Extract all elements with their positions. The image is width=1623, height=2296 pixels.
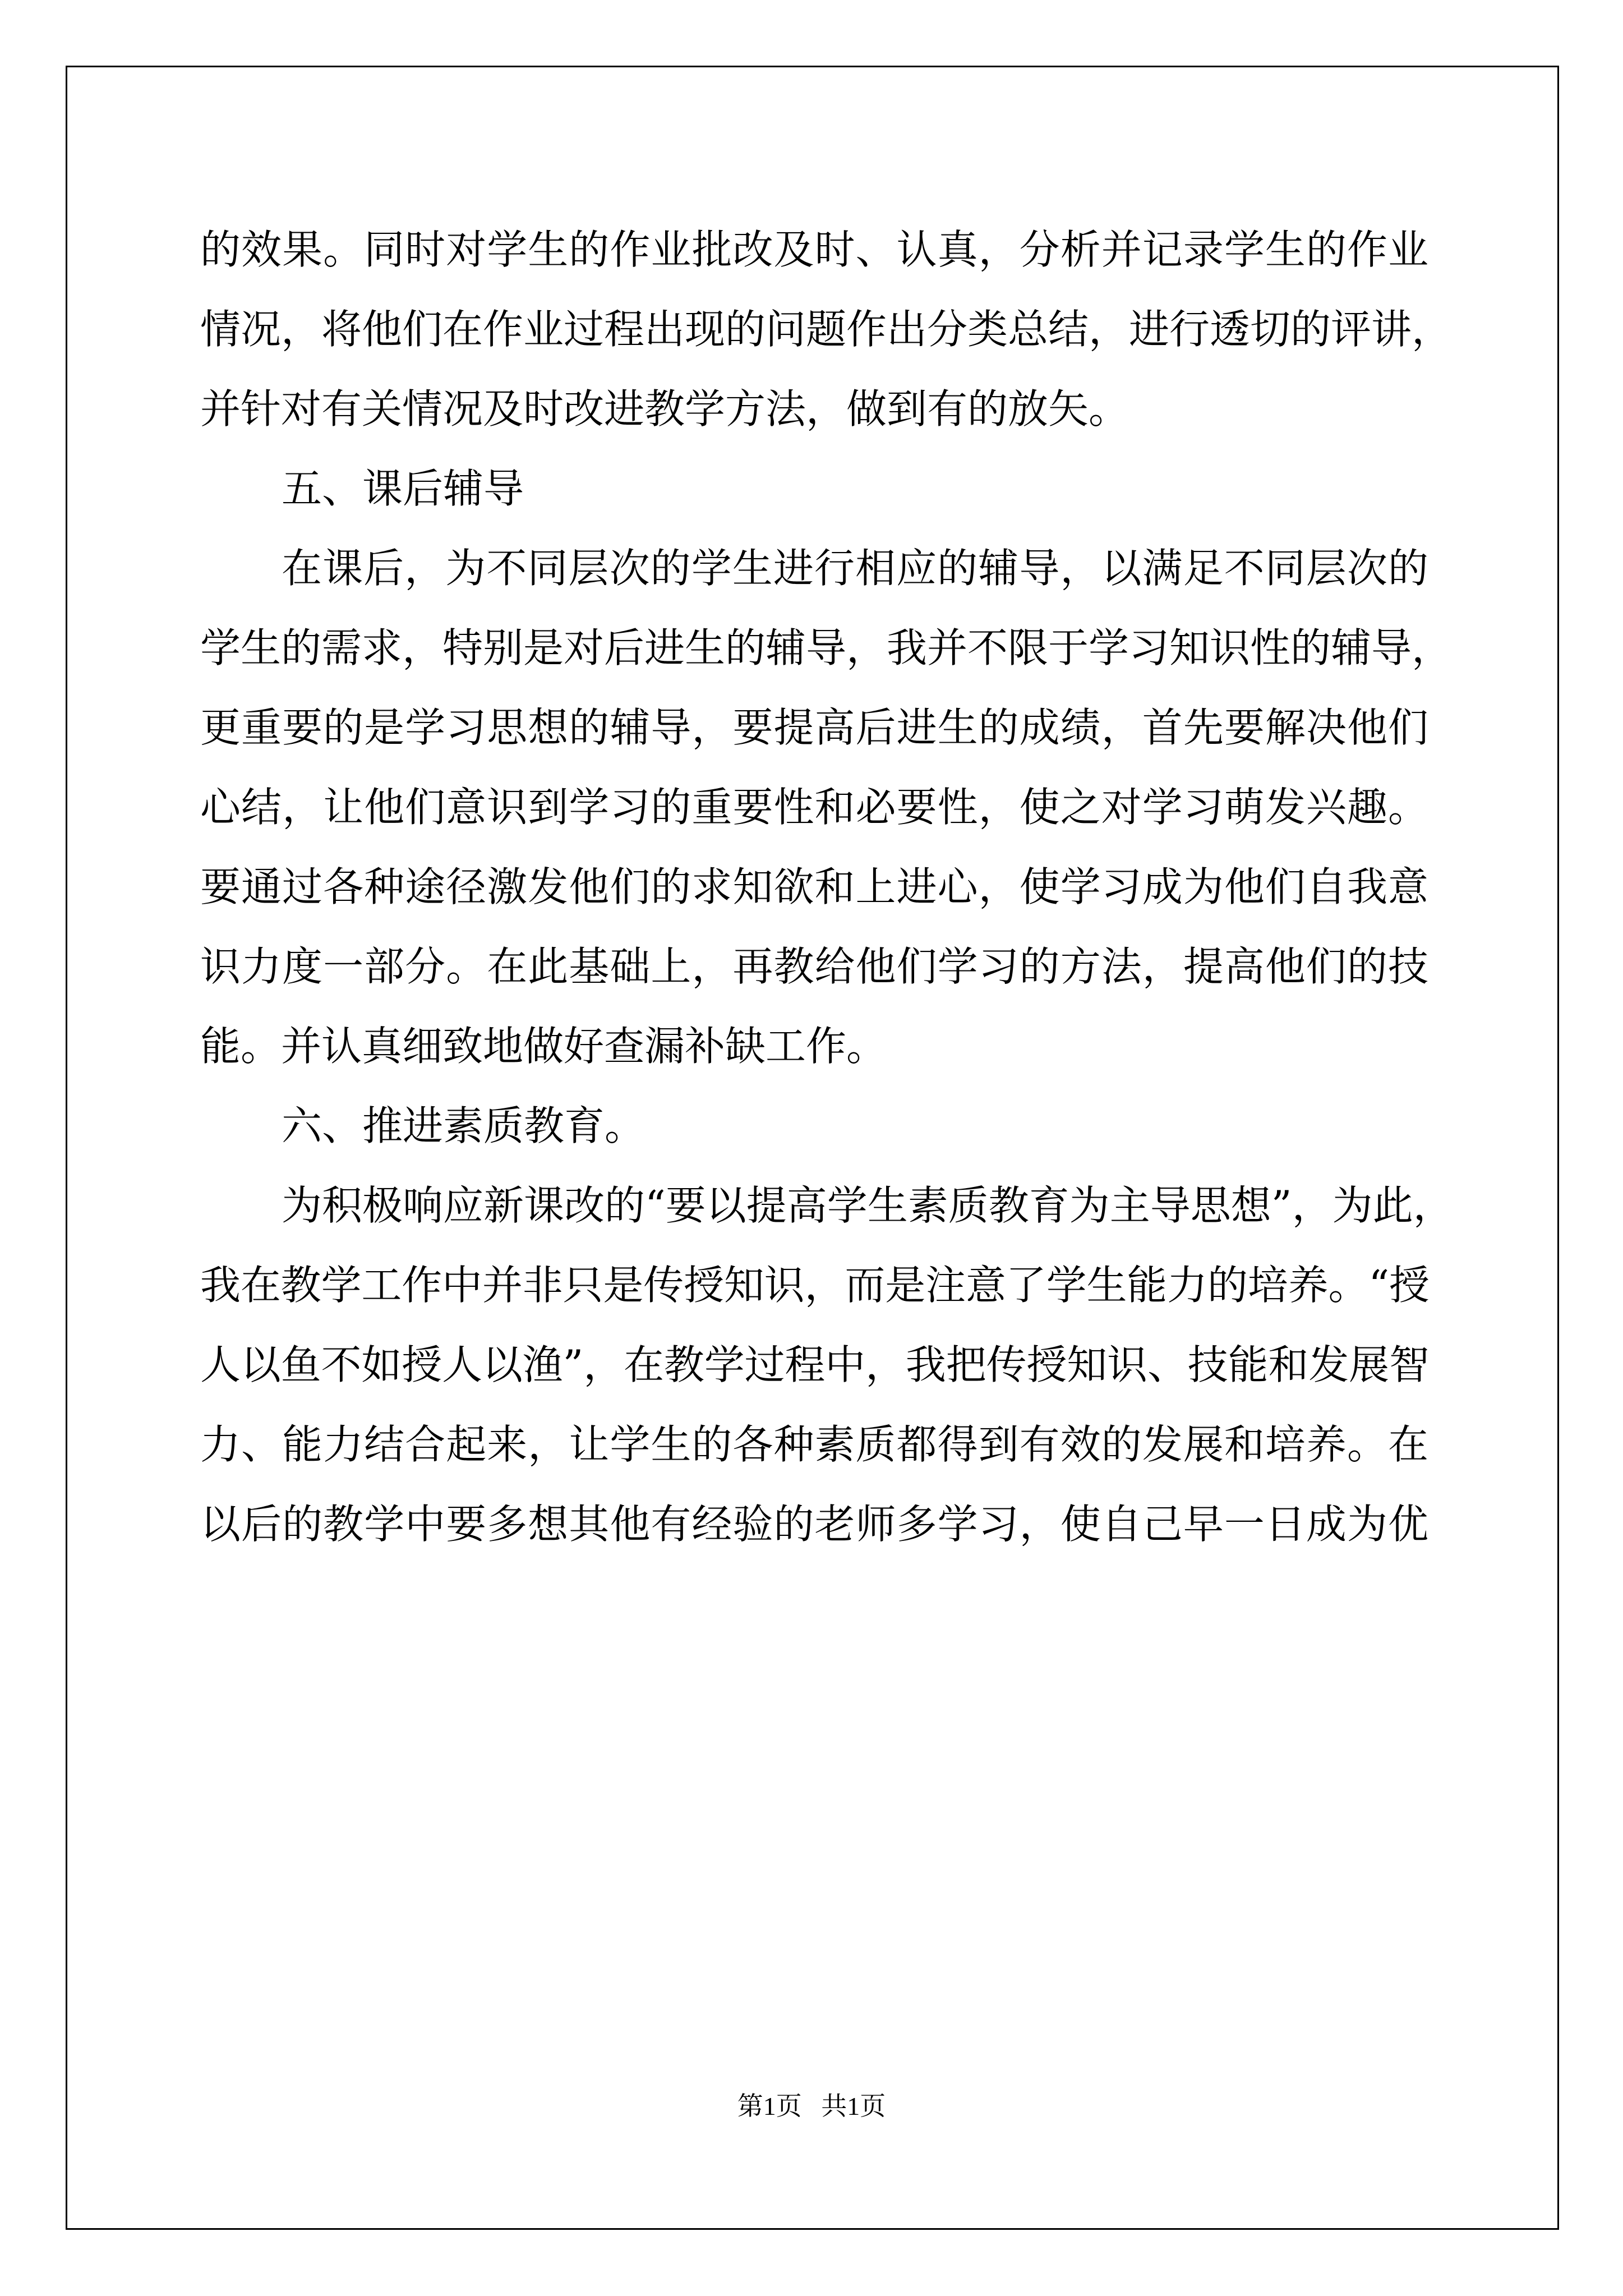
body-line: 并针对有关情况及时改进教学方法，做到有的放矢。 <box>200 385 1129 432</box>
body-line: 以后的教学中要多想其他有经验的老师多学习，使自己早一日成为优 <box>200 1501 1428 1548</box>
body-line: 力、能力结合起来，让学生的各种素质都得到有效的发展和培养。在 <box>200 1421 1428 1468</box>
body-line: 更重要的是学习思想的辅导，要提高后进生的成绩，首先要解决他们 <box>200 704 1428 751</box>
body-line: 在课后，为不同层次的学生进行相应的辅导，以满足不同层次的 <box>282 545 1428 592</box>
body-line: 我在教学工作中并非只是传授知识，而是注意了学生能力的培养。“授 <box>200 1262 1428 1309</box>
page-footer: 第1页 共1页 <box>737 2092 886 2120</box>
body-line: 要通过各种途径激发他们的求知欲和上进心，使学习成为他们自我意 <box>200 863 1428 910</box>
section-heading: 六、推进素质教育。 <box>282 1102 645 1149</box>
section-heading: 五、课后辅导 <box>282 465 524 512</box>
body-line: 情况，将他们在作业过程出现的问题作出分类总结，进行透切的评讲， <box>200 306 1453 353</box>
body-line: 的效果。同时对学生的作业批改及时、认真，分析并记录学生的作业 <box>200 226 1428 273</box>
body-line: 学生的需求，特别是对后进生的辅导，我并不限于学习知识性的辅导， <box>200 624 1453 671</box>
body-line: 能。并认真细致地做好查漏补缺工作。 <box>200 1023 887 1070</box>
body-line: 为积极响应新课改的“要以提高学生素质教育为主导思想”，为此， <box>282 1182 1454 1229</box>
body-line: 识力度一部分。在此基础上，再教给他们学习的方法，提高他们的技 <box>200 943 1428 990</box>
body-line: 人以鱼不如授人以渔”，在教学过程中，我把传授知识、技能和发展智 <box>200 1341 1428 1388</box>
body-line: 心结，让他们意识到学习的重要性和必要性，使之对学习萌发兴趣。 <box>200 784 1428 831</box>
